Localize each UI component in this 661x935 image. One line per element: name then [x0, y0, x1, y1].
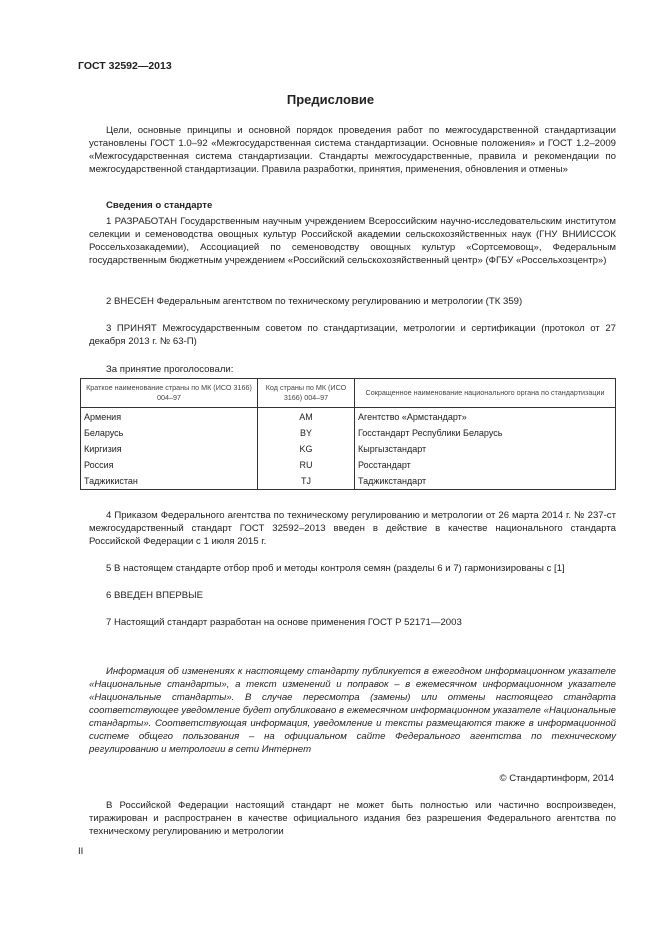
page-number: II [78, 846, 84, 857]
voting-label: За принятие проголосовали: [106, 364, 234, 375]
item-5-paragraph: 5 В настоящем стандарте отбор проб и методы контроля семян (разделы 6 и 7) гармонизированы с [1] [106, 563, 565, 574]
voting-table [80, 378, 616, 490]
item-4-paragraph: 4 Приказом Федерального агентства по техническому регулированию и метрологии от 26 марта 2014 г. № 237-ст межгосударственный стандарт ГОСТ 32592–2013 введен в действие в качестве национального стандарта Российской Федерации с 1 июля 2015 г. [89, 510, 616, 547]
country-code-cell: KG [258, 441, 355, 457]
country-code-cell: AM [258, 408, 355, 426]
page-title: Предисловие [286, 92, 375, 107]
table-row [81, 441, 616, 457]
country-code-cell: RU [258, 457, 355, 473]
table-row [81, 408, 616, 426]
country-name-cell: Беларусь [81, 425, 258, 441]
item-1-paragraph: 1 РАЗРАБОТАН Государственным научным учреждением Всероссийским научно-исследовательским институтом селекции и семеноводства овощных культур Российской академии сельскохозяйственных наук (ГНУ ВНИИССОК Россельхозакадемии), Ассоциацией по семеноводству овощных культур «Сортсемовощ», Федеральным государственным бюджетным учреждением «Российский сельскохозяйственный центр» (ФГБУ «Россельхозцентр») [89, 216, 616, 266]
document-header: ГОСТ 32592—2013 [78, 60, 172, 72]
standards-body-cell: Таджикстандарт [355, 473, 616, 490]
reproduction-notice: В Российской Федерации настоящий стандарт не может быть полностью или частично воспроизведен, тиражирован и распространен в качестве официального издания без разрешения Федерального агентства по техническому регулированию и метрологии [89, 800, 616, 837]
country-name-cell: Россия [81, 457, 258, 473]
table-header-row [81, 379, 616, 408]
item-3-paragraph: 3 ПРИНЯТ Межгосударственным советом по стандартизации, метрологии и сертификации (протокол от 27 декабря 2013 г. № 63-П) [89, 323, 616, 347]
item-7-paragraph: 7 Настоящий стандарт разработан на основе применения ГОСТ Р 52171—2003 [106, 617, 462, 628]
country-code-cell: TJ [258, 473, 355, 490]
table-row [81, 473, 616, 490]
info-note: Информация об изменениях к настоящему стандарту публикуется в ежегодном информационном указателе «Национальные стандарты», а текст изменений и поправок – в ежемесячном информационном указателе «Национальные стандарты». В случае пересмотра (замены) или отмены настоящего стандарта соответствующее уведомление будет опубликовано в ежемесячном информационном указателе «Национальные стандарты». Соответствующая информация, уведомление и тексты размещаются также в информационной системе общего пользования – на официальном сайте Федерального агентства по техническому регулированию и метрологии в сети Интернет [89, 666, 616, 755]
country-code-header: Код страны по МК (ИСО 3166) 004–97 [258, 379, 355, 408]
intro-paragraph: Цели, основные принципы и основной порядок проведения работ по межгосударственной стандартизации установлены ГОСТ 1.0–92 «Межгосударственная система стандартизации. Основные положения» и ГОСТ 1.2–2009 «Межгосударственная система стандартизации. Стандарты межгосударственные, правила и рекомендации по межгосударственной стандартизации. Правила разработки, принятия, применения, обновления и отмены» [89, 125, 616, 175]
standard-info-heading: Сведения о стандарте [106, 200, 213, 211]
standards-body-cell: Росстандарт [355, 457, 616, 473]
table-row [81, 457, 616, 473]
table-row [81, 425, 616, 441]
standards-body-cell: Кыргызстандарт [355, 441, 616, 457]
country-name-cell: Киргизия [81, 441, 258, 457]
country-code-cell: BY [258, 425, 355, 441]
country-name-cell: Армения [81, 408, 258, 426]
copyright-line: © Стандартинформ, 2014 [499, 773, 614, 784]
country-name-header: Краткое наименование страны по МК (ИСО 3166) 004–97 [81, 379, 258, 408]
standards-body-cell: Госстандарт Республики Беларусь [355, 425, 616, 441]
country-name-cell: Таджикистан [81, 473, 258, 490]
item-2-paragraph: 2 ВНЕСЕН Федеральным агентством по техническому регулированию и метрологии (ТК 359) [106, 296, 523, 307]
standards-body-cell: Агентство «Армстандарт» [355, 408, 616, 426]
standards-body-header: Сокращенное наименование национального органа по стандартизации [355, 379, 616, 408]
item-6-paragraph: 6 ВВЕДЕН ВПЕРВЫЕ [106, 590, 204, 601]
